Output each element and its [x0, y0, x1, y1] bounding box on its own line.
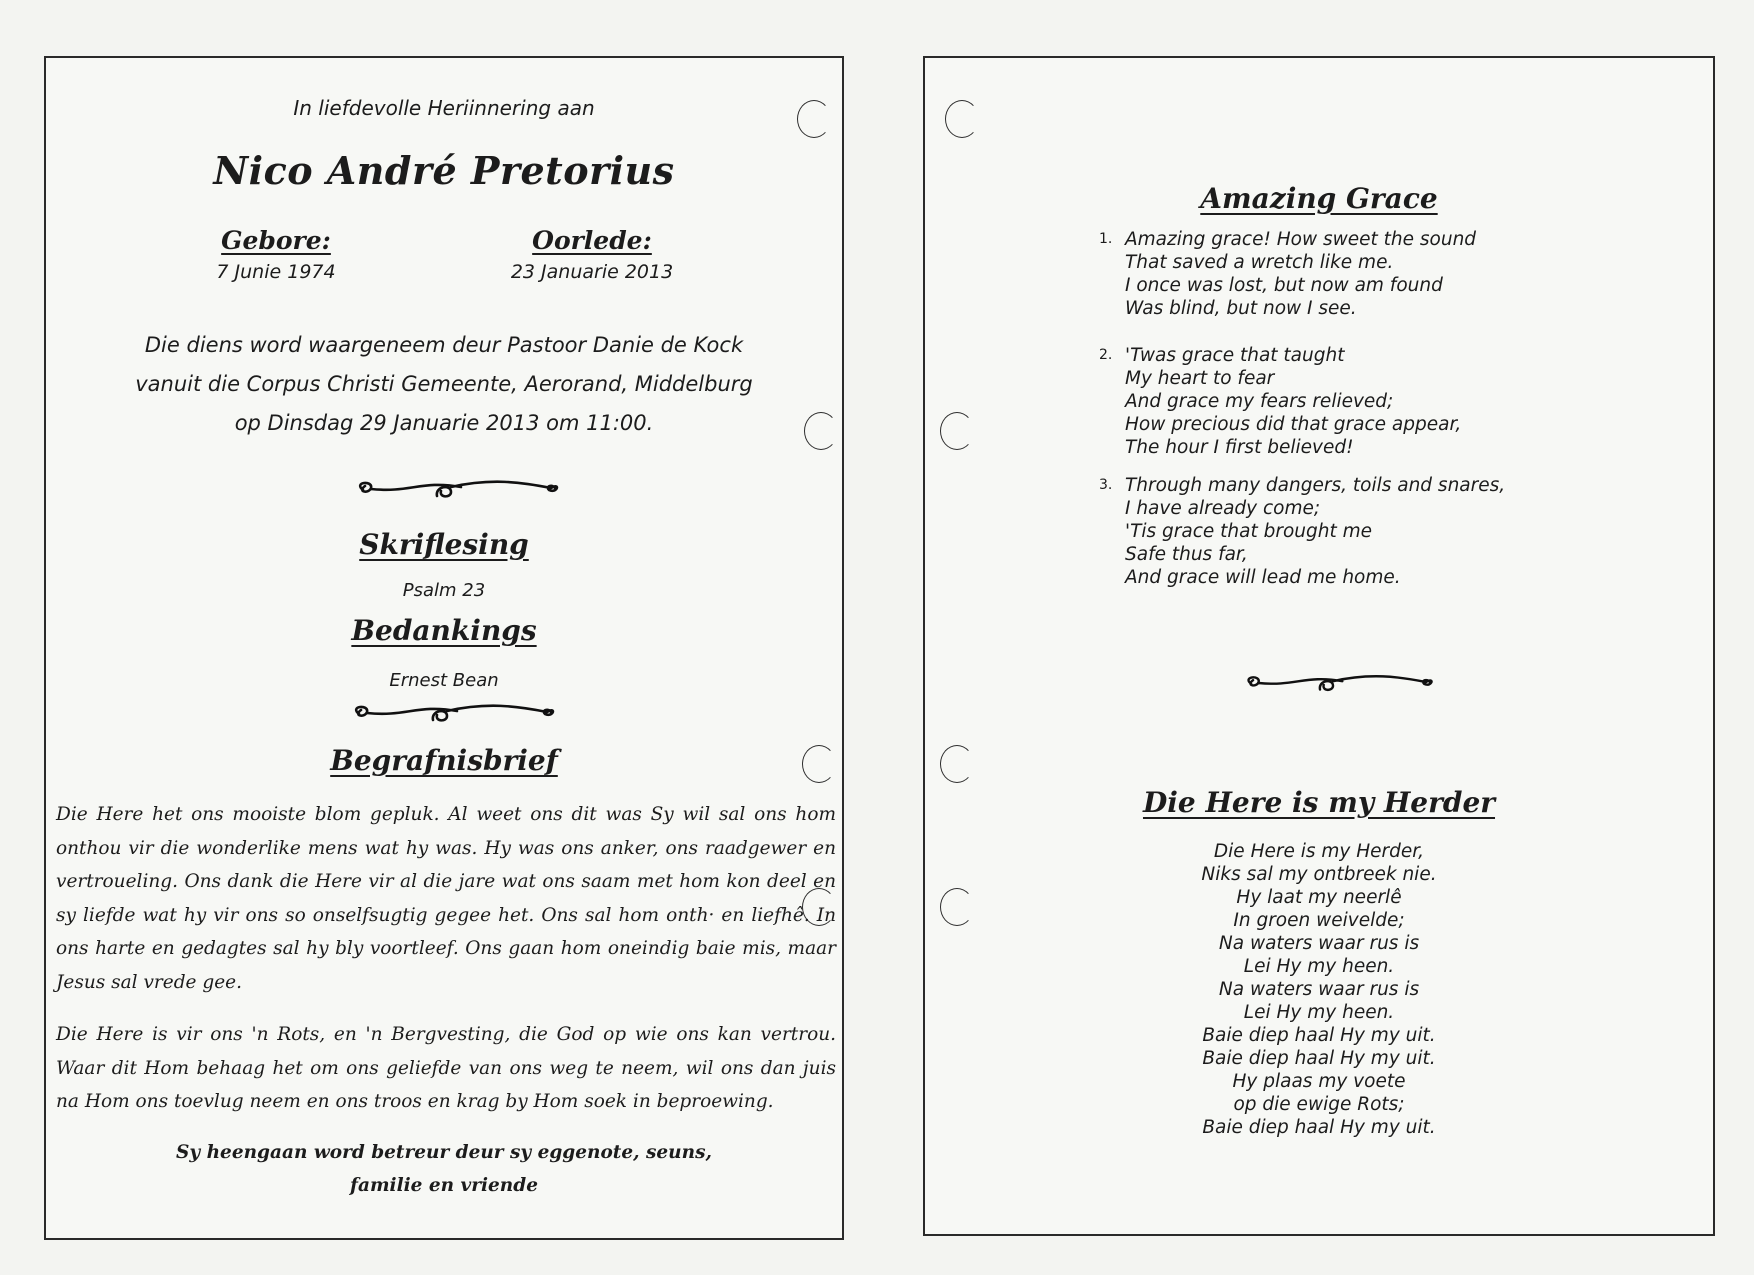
- service-line: op Dinsdag 29 Januarie 2013 om 11:00.: [234, 411, 654, 435]
- hymn-line: Niks sal my ontbreek nie.: [1201, 864, 1437, 885]
- letter-paragraph: Die Here het ons mooiste blom gepluk. Al weet ons dit was Sy wil sal ons hom onthou vir die wonderlike mens wat hy was. Hy was ons anker, ons raadgewer en vertroueling. Ons dank die Here vir al die jare wat ons saam met hom kon deel en sy liefde wat hy vir ons so onselfsugtig gegee het. Ons sal hom onth· en liefhê. In ons harte en gedagtes sal hy bly voortleef. Ons gaan hom oneindig baie mis, maar Jesus sal vrede gee.: [56, 804, 836, 993]
- hymn-line: Baie diep haal Hy my uit.: [1202, 1048, 1436, 1069]
- reading-heading: Skriflesing: [359, 528, 529, 561]
- verse-number: 3.: [1099, 477, 1113, 493]
- hymn-line: And grace my fears relieved;: [1125, 391, 1394, 412]
- left-page: [44, 56, 844, 1240]
- hymn-line: Baie diep haal Hy my uit.: [1202, 1117, 1436, 1138]
- verse-number: 1.: [1099, 231, 1113, 247]
- hymn1-verse: [1099, 344, 1525, 459]
- hymn-line: In groen weivelde;: [1233, 910, 1405, 931]
- hymn-line: Na waters waar rus is: [1218, 979, 1420, 1000]
- reading-text: Psalm 23: [402, 580, 486, 601]
- scroll-flourish-icon: [351, 476, 566, 502]
- hymn-line: Na waters waar rus is: [1218, 933, 1420, 954]
- right-page: [923, 56, 1715, 1236]
- hymn-line: Hy plaas my voete: [1232, 1071, 1406, 1092]
- punch-hole-icon: [804, 412, 838, 450]
- hymn-line: And grace will lead me home.: [1125, 567, 1401, 588]
- born-block: [126, 226, 426, 283]
- intro-line: In liefdevolle Heriinnering aan: [293, 96, 595, 120]
- hymn-line: Baie diep haal Hy my uit.: [1202, 1025, 1436, 1046]
- punch-hole-icon: [802, 888, 836, 926]
- hymn-line: The hour I first believed!: [1125, 437, 1354, 458]
- hymn-line: Die Here is my Herder,: [1213, 841, 1425, 862]
- hymn-line: My heart to fear: [1125, 368, 1275, 389]
- hymn1-verse: [1099, 474, 1525, 589]
- born-label: Gebore:: [221, 226, 331, 255]
- died-block: [442, 226, 742, 283]
- scroll-flourish-icon: [342, 700, 567, 726]
- died-date: 23 Januarie 2013: [510, 261, 674, 283]
- punch-hole-icon: [802, 745, 836, 783]
- hymn-line: 'Tis grace that brought me: [1125, 521, 1373, 542]
- hymn-line: Was blind, but now I see.: [1125, 298, 1357, 319]
- letter-heading: Begrafnisbrief: [330, 744, 558, 777]
- punch-hole-icon: [940, 745, 974, 783]
- hymn-line: Through many dangers, toils and snares,: [1125, 475, 1506, 496]
- hymn1-verse: [1099, 228, 1525, 320]
- died-label: Oorlede:: [532, 226, 652, 255]
- punch-hole-icon: [797, 100, 831, 138]
- hymn1-title: Amazing Grace: [1200, 182, 1438, 215]
- hymn-line: Amazing grace! How sweet the sound: [1125, 229, 1477, 250]
- letter-paragraph: Die Here is vir ons 'n Rots, en 'n Bergvesting, die God op wie ons kan vertrou. Waar dit Hom behaag het om ons geliefde van ons weg te neem, wil ons dan juis na Hom ons toevlug neem en ons troos en krag by Hom soek in beproewing.: [56, 1024, 836, 1112]
- punch-hole-icon: [940, 412, 974, 450]
- closing-lines: Sy heengaan word betreur deur sy eggenote, seuns, familie en vriende: [176, 1142, 712, 1196]
- hymn-line: I have already come;: [1125, 498, 1321, 519]
- hymn-line: op die ewige Rots;: [1233, 1094, 1405, 1115]
- thanks-text: Ernest Bean: [389, 670, 499, 691]
- hymn-line: Lei Hy my heen.: [1243, 956, 1395, 977]
- hymn-line: How precious did that grace appear,: [1125, 414, 1462, 435]
- deceased-name: Nico André Pretorius: [213, 148, 675, 193]
- born-date: 7 Junie 1974: [216, 261, 336, 283]
- service-line: Die diens word waargeneem deur Pastoor Danie de Kock: [144, 333, 744, 357]
- service-details: [46, 326, 842, 443]
- hymn-line: Lei Hy my heen.: [1243, 1002, 1395, 1023]
- service-line: vanuit die Corpus Christi Gemeente, Aerorand, Middelburg: [135, 372, 753, 396]
- verse-number: 2.: [1099, 347, 1113, 363]
- hymn-line: 'Twas grace that taught: [1125, 345, 1345, 366]
- hymn-line: Hy laat my neerlê: [1236, 887, 1402, 908]
- hymn2-title: Die Here is my Herder: [1142, 786, 1496, 819]
- hymn-line: That saved a wretch like me.: [1125, 252, 1394, 273]
- hymn-line: I once was lost, but now am found: [1125, 275, 1443, 296]
- punch-hole-icon: [940, 888, 974, 926]
- thanks-heading: Bedankings: [351, 614, 537, 647]
- hymn-line: Safe thus far,: [1125, 544, 1248, 565]
- hymn2-lines: [925, 840, 1713, 1139]
- punch-hole-icon: [945, 100, 979, 138]
- scroll-flourish-icon: [1240, 670, 1440, 696]
